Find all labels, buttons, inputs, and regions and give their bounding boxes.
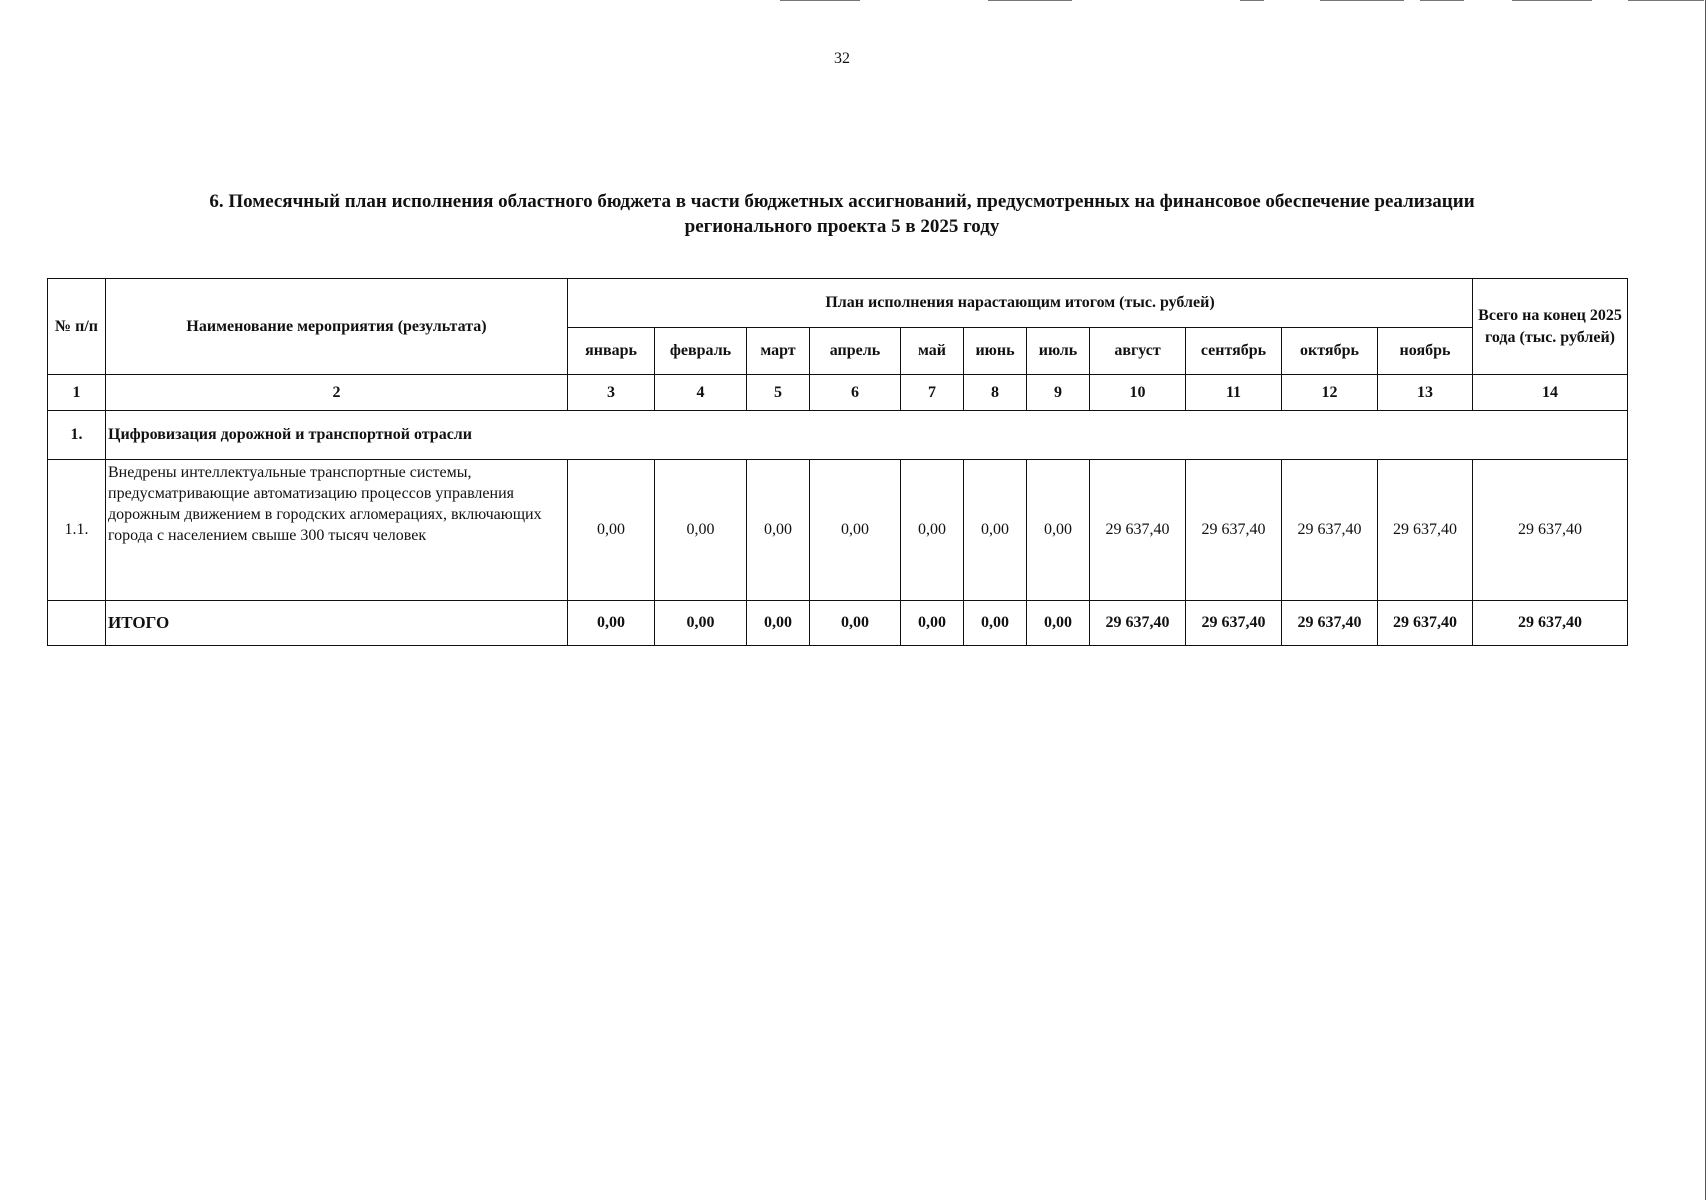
section-number: 1. bbox=[48, 411, 106, 460]
header-name: Наименование мероприятия (результата) bbox=[106, 279, 568, 375]
row-name: Внедрены интеллектуальные транспортные системы, предусматривающие автоматизацию процессов управления дорожным движением в городских агломерациях, включающих города с населением свыше 300 тысяч человек bbox=[106, 460, 568, 601]
scan-artifact-line bbox=[1512, 0, 1592, 1]
column-number: 14 bbox=[1473, 375, 1628, 411]
grand-total-value: 0,00 bbox=[901, 601, 964, 646]
page-number: 32 bbox=[834, 50, 850, 67]
grand-total-value: 0,00 bbox=[810, 601, 901, 646]
section-row bbox=[48, 411, 1628, 460]
page-title bbox=[90, 189, 1594, 239]
header-month: май bbox=[901, 328, 964, 375]
header-month: февраль bbox=[655, 328, 747, 375]
scan-artifact-line bbox=[780, 0, 860, 1]
column-number: 1 bbox=[48, 375, 106, 411]
grand-total-value: 0,00 bbox=[1027, 601, 1090, 646]
header-month: август bbox=[1090, 328, 1186, 375]
scan-artifact-line bbox=[988, 0, 1072, 1]
header-total: Всего на конец 2025 года (тыс. рублей) bbox=[1473, 279, 1628, 375]
scan-artifact-line bbox=[1420, 0, 1464, 1]
row-value: 0,00 bbox=[901, 460, 964, 601]
header-plan-group: План исполнения нарастающим итогом (тыс. рублей) bbox=[568, 279, 1473, 328]
scan-page-edge bbox=[1705, 0, 1706, 1200]
row-value: 29 637,40 bbox=[1090, 460, 1186, 601]
grand-total-sum: 29 637,40 bbox=[1473, 601, 1628, 646]
column-number: 12 bbox=[1282, 375, 1378, 411]
scan-artifact-line bbox=[1240, 0, 1264, 1]
grand-total-label: ИТОГО bbox=[106, 601, 568, 646]
page-title-line-2: регионального проекта 5 в 2025 году bbox=[684, 216, 1000, 237]
grand-total-value: 0,00 bbox=[655, 601, 747, 646]
scan-artifact-line bbox=[1628, 0, 1704, 1]
section-name: Цифровизация дорожной и транспортной отрасли bbox=[106, 411, 1628, 460]
row-value: 29 637,40 bbox=[1378, 460, 1473, 601]
grand-total-value: 29 637,40 bbox=[1282, 601, 1378, 646]
header-row-top bbox=[48, 279, 1628, 328]
scan-artifact-line bbox=[1320, 0, 1404, 1]
header-month: октябрь bbox=[1282, 328, 1378, 375]
header-month: апрель bbox=[810, 328, 901, 375]
row-value: 0,00 bbox=[568, 460, 655, 601]
column-number: 13 bbox=[1378, 375, 1473, 411]
grand-total-row bbox=[48, 601, 1628, 646]
column-number: 8 bbox=[964, 375, 1027, 411]
row-value: 0,00 bbox=[810, 460, 901, 601]
column-number: 3 bbox=[568, 375, 655, 411]
column-number: 10 bbox=[1090, 375, 1186, 411]
header-month: июнь bbox=[964, 328, 1027, 375]
grand-total-value: 29 637,40 bbox=[1090, 601, 1186, 646]
row-value: 0,00 bbox=[655, 460, 747, 601]
grand-total-value: 0,00 bbox=[568, 601, 655, 646]
budget-plan-table bbox=[47, 278, 1628, 646]
header-number: № п/п bbox=[48, 279, 106, 375]
header-month: ноябрь bbox=[1378, 328, 1473, 375]
grand-total-value: 0,00 bbox=[747, 601, 810, 646]
column-number: 2 bbox=[106, 375, 568, 411]
row-value: 0,00 bbox=[747, 460, 810, 601]
column-number-row bbox=[48, 375, 1628, 411]
header-month: март bbox=[747, 328, 810, 375]
header-month: июль bbox=[1027, 328, 1090, 375]
column-number: 7 bbox=[901, 375, 964, 411]
table-row bbox=[48, 460, 1628, 601]
row-value: 29 637,40 bbox=[1282, 460, 1378, 601]
column-number: 6 bbox=[810, 375, 901, 411]
column-number: 9 bbox=[1027, 375, 1090, 411]
page-title-line-1: 6. Помесячный план исполнения областного бюджета в части бюджетных ассигнований, предусмотренных на финансовое обеспечение реализации bbox=[209, 191, 1475, 212]
row-value: 29 637,40 bbox=[1186, 460, 1282, 601]
row-number: 1.1. bbox=[48, 460, 106, 601]
grand-total-value: 0,00 bbox=[964, 601, 1027, 646]
header-month: сентябрь bbox=[1186, 328, 1282, 375]
header-month: январь bbox=[568, 328, 655, 375]
row-value: 0,00 bbox=[1027, 460, 1090, 601]
row-value: 0,00 bbox=[964, 460, 1027, 601]
column-number: 4 bbox=[655, 375, 747, 411]
grand-total-number bbox=[48, 601, 106, 646]
grand-total-value: 29 637,40 bbox=[1186, 601, 1282, 646]
row-total: 29 637,40 bbox=[1473, 460, 1628, 601]
column-number: 11 bbox=[1186, 375, 1282, 411]
column-number: 5 bbox=[747, 375, 810, 411]
grand-total-value: 29 637,40 bbox=[1378, 601, 1473, 646]
